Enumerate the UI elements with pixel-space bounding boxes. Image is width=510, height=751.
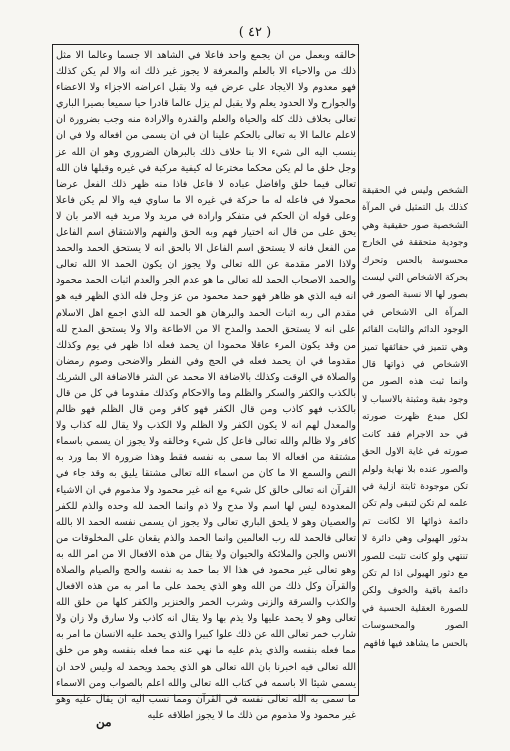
catchword: من [96, 715, 112, 729]
main-text-body: خالقه وبعمل من ان يجمع واحد فاعلا في الشاهد الا جسما وعالما الا مثل ذلك من والاحياء الا بالعلم والمعرفة لا يجوز غير ذلك انه والا لم يكن كذلك فهو معدوم ولا الايجاد على عرض فيه ولا يقبل اعراضه الاجزاء ولا الاعضاء والجوارح ولا الحدود يعلم ولا يقبل لم يزل عالما قادرا حيا سميعا بصيرا الباري تعالى بخلاف ذلك كله والحياة والعلم والقدرة والارادة منه وجب بضرورة ان لاعلم عالما الا به تعالى بالحكم علينا ان في ان يسمى من افعاله ولا في ان ينسب اليه الى شيء الا بنا خلاف ذلك بالبرهان الضروري وهو ان الله عز وجل خلق ما لم يكن محكما مخترعا له كيفية مركبة في غيره وقبلها فان الله تعالى فيما خلق وافاضل عباده لا فاعل فاذا منه ظهر ذلك الفعل عرضا محمولا في فاعله له ما حركة في غيره الا ما ساوي فيه والا لم يكن فاعلا وعلى قوله ان الحكم في متفكر وارادة في مريد ولا مريد فيه الامر بان لا يحق على من قال انه اختيار فهم وبه الحق والفهم والاشتقاق اسم الفاعل من الفعل فانه لا يستحق اسم الفاعل الا بالحق انه لا يستحق الحمد والحمد ولاذا الامر مقدمة عن الله تعالى ولا يجوز ان يكون الحمد الا الله تعالى والحمد الاصحاب الحمد لله تعالى ما هو عدم الجر والعدم اثبات الحمد محمود انه فيه الذي هو ظاهر فهو حمد محمود من عز وجل فله الذي الظهر فيه هو مقدم الى ربه اثبات الحمد والبرهان هو الحمد لله الذي اجمع اهل الاسلام على انه لا يستحق الحمد والمدح الا من الاطاعة والا ولا يستحق المدح لله من وقد يكون المرء عاقلا محمودا ان يحمد فعله اذا ظهر في يوم وكذلك مقدوما في ان يحمد فعله في الحج وفي الفطر والاضحى وصوم رمضان والصلاة في الوقت وكذلك بالاضافة الا محمد عن الشر فالاضافة الى الشريك بالكذب والكفر والسكر والظلم وما والاحكام وكذلك مقدوما في كل من قال بالكذب فهو كاذب ومن قال الكفر فهو كافر ومن قال الظلم فهو ظالم والمعدل لهم انه لا يكون الكفر ولا الظلم ولا الكذب ولا يقال لله كذاب ولا كافر ولا ظالم والله تعالى فاعل كل شيء وخالقه ولا يجوز ان يسمي باسماء مشتقة من افعاله الا بما سمى به نفسه فقط وهذا ضرورة الا بما ورد به النص والسمع الا ما كان من اسماء الله تعالى مشتقا يليق به وقد جاء في القرآن انه تعالى خالق كل شيء مع انه غير محمود ولا مذموم في ان الاشياء المعدودة ليس لها اسم ولا مدح ولا ذم وانما الحمد لله وحده والذم للكفر والعصيان وهو لا يلحق الباري تعالى ولا يجوز ان يسمى نفسه الحمد الا بالله تعالى فالحمد لله رب العالمين وانما الحمد والذم يقعان على المخلوقات من الانس والجن والملائكة والحيوان ولا يقال من هذه الافعال الا من امر الله به وهو تعالى غير محمود في هذا الا بما حمد به نفسه والحج والصيام والصلاة والقرآن وكل ذلك من الله وهو الذي يحمد على ما امر به من هذه الافعال والكذب والسرقة والزنى وشرب الخمر والخنزير والكفر كلها من خلق الله تعالى وهو لا يحمد عليها ولا يذم بها ولا يقال انه كاذب ولا سارق ولا زان ولا شارب خمر تعالى الله عن ذلك علوا كبيرا والذي يحمد عليه الانسان ما امر به مما فعله بنفسه والذي يذم عليه ما نهي عنه مما فعله بنفسه وهو من خلق الله تعالى فيه اخبرنا بان الله تعالى هو الذي يحمد ويحمد له وليس لاحد ان يسمي شيئا الا باسمه في كتاب الله تعالى والله اعلم بالصواب ومن الاسماء ما سمى به الله تعالى نفسه في القرآن ومما نسب اليه ان يقال عليه وهو غير محمود ولا مذموم من ذلك ما لا يجوز اطلاقه عليه [56, 50, 356, 721]
margin-note-body: الشخص وليس في الحقيقة كذلك بل التمثيل في المرآة الشخصية صور حقيقية وهي وجودية متحققة في الخارج محسوسة بالحس وتحرك بحركة الاشخاص التي ليست بصور لها الا نسبة الصور في المرآة الى الاشخاص في الوجود الدائم والثابت القائم وهي تتميز في حقائقها تميز الاشخاص في ذواتها قال وانما ثبت هذه الصور من وجود بقية ومثبتة بالاسباب لا لكل مبدع ظهرت صورته في حد الاجرام فقد كانت صورته في غاية الاول الحق والصور عنده بلا نهاية ولولم تكن موجودة ثابتة ازلية في علمه لم تكن لتبقى ولم تكن دائمة ذوائها الا لكانت تم بدثور الهيولى وهي دائرة لا تنتهي ولو كانت تثبت للصور مع دثور الهيولى اذا لم تكن دائمة باقية والخوف ولكن للصورة العقلية الحسية في الصور والمحسوسات بالحس ما يشاهد فيها فافهم [362, 185, 468, 649]
page-number: ( ٤٢ ) [238, 25, 272, 40]
main-text-block [56, 48, 356, 721]
margin-note [362, 182, 468, 662]
